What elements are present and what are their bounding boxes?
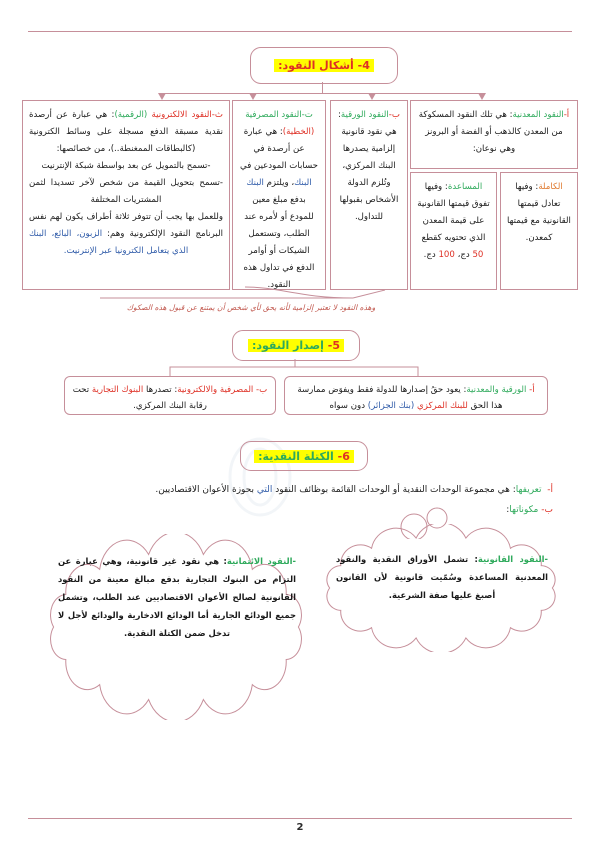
- section-6-title-box: [240, 441, 368, 471]
- monetary-mass-components: ب- مكوناتها:: [506, 505, 553, 515]
- box-metal-money-header: [410, 100, 578, 169]
- box-state-issuing-text: أ- الورقية والمعدنية: يعود حقُ إصدارها للدولة فقط ويفوَض ممارسة هذا الحق للبنك المركزي (بنك الجزائر) دون سواه: [297, 385, 535, 411]
- box-metal-full: [500, 172, 578, 290]
- monetary-mass-definition: أ- تعريفها: هي مجموعة الوحدات النقدية أو الوحدات القائمة بوظائف النقود التي بحوزة الأعوان الاقتصاديين.: [155, 485, 553, 495]
- connector-bus: [162, 93, 483, 94]
- section-4-title-box: [250, 47, 398, 84]
- note-non-mandatory: وهذه النقود لا تعتبر إلزامية لأنه يحق لأي شخص أن يمتنع عن قبول هذه الصكوك: [126, 303, 376, 312]
- box-bank-money: [232, 100, 326, 290]
- box-bank-issuing: [64, 376, 276, 415]
- connector-trunk: [322, 82, 323, 93]
- section-4-title: 4- أشكال النقود:: [274, 59, 374, 72]
- note-callout-line: [95, 283, 395, 305]
- section-5-title: 5- إصدار النقود:: [248, 339, 344, 352]
- arrow-to-electronic-box: [158, 93, 166, 100]
- box-metal-full-text: الكاملة: وفيها تعادل قيمتها القانونية مع قيمتها كمعدن.: [507, 182, 571, 243]
- cloud-credit-money-text: -النقود الائتمانية: هي نقود غير قانونية، وهي عبارة عن التزام من البنوك التجارية بدفع مبالغ معينة من النقود القانونية لصالح الأعوان الاقتصاديين عند الطلب، وتشمل جميع الودائع الجارية أما الودائع الادخارية والودائع لأجل لا تدخل ضمن الكتلة النقدية.: [58, 556, 296, 638]
- bottom-divider: [28, 818, 572, 819]
- box-bank-money-text: ت-النقود المصرفية (الخطية): هي عبارة عن أرصدة في حسابات المودعين في البنك، ويلتزم البنك بدفع مبلغ معين للمودع أو لأمره عند الطلب، وتستعمل الشيكات أو أوامر الدفع في تداول هذه النقود.: [240, 110, 318, 290]
- box-metal-auxiliary: [410, 172, 497, 290]
- box-state-issuing: [284, 376, 548, 415]
- section-5-title-box: [232, 330, 360, 361]
- box-electronic-money-text: ث-النقود الالكترونية (الرقمية): هي عبارة عن أرصدة نقدية مسبقة الدفع مسجلة على وسائط الكترونية (كالبطاقات الممغنطة..)، من خصائصها: -تسمح بالتمويل عن بعد بواسطة شبكة الإنترنيت -تسمح بتحويل القيمة من شخص لآخر تسديدا لثمن المشتريات المختلفة وللعمل بها يجب أن تتوفر ثلاثة أطراف يكون لهم نفس البرنامج النقود الإلكترونية وهم: الزبون، البائع، البنك الذي يتعامل الكترونيا عبر الإنترنيت.: [29, 110, 224, 256]
- page-number: 2: [296, 822, 304, 833]
- box-bank-issuing-text: ب- المصرفية والالكترونية: تصدرها البنوك التجارية تحت رقابة البنك المركزي.: [72, 385, 268, 411]
- box-paper-money: [330, 100, 408, 290]
- arrow-to-paper-box: [368, 93, 376, 100]
- box-metal-auxiliary-text: المساعدة: وفيها تفوق قيمتها القانونية على قيمة المعدن الذي تحتويه كقطع 50 دج، 100 دج.: [417, 182, 490, 260]
- top-divider: [28, 31, 572, 32]
- section-6-title: 6- الكتلة النقدية:: [254, 450, 354, 463]
- box-electronic-money: [22, 100, 230, 290]
- arrow-to-bank-box: [249, 93, 257, 100]
- box-paper-money-text: ب-النقود الورقية: هي نقود قانونية إلزامية يصدرها البنك المركزي، وتُلزم الدولة الأشخاص بقبولها للتداول.: [338, 110, 400, 222]
- arrow-to-metal-box: [478, 93, 486, 100]
- cloud-legal-money-text: -النقود القانونية: تشمل الأوراق النقدية والنقود المعدنية المساعدة وسُمّيت قانونية لأن القانون أصبغ عليها صفة الشرعية.: [336, 554, 548, 600]
- cloud-legal-money-bubbles: [390, 505, 460, 539]
- box-metal-money-header-text: أ-النقود المعدنية: هي تلك النقود المسكوكة من المعدن كالذهب أو الفضة أو البرونز وهي نوعان:: [418, 110, 570, 154]
